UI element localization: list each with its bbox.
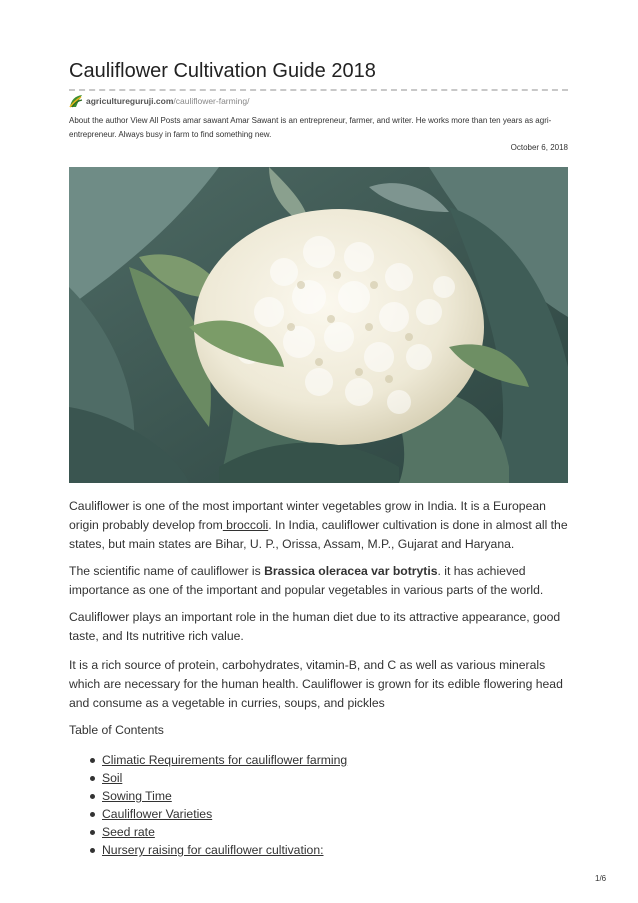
- source-line: [69, 94, 249, 108]
- toc-link-soil[interactable]: Soil: [102, 771, 123, 785]
- broccoli-link[interactable]: broccoli: [222, 518, 269, 532]
- table-of-contents: [69, 751, 347, 859]
- bullet-icon: [90, 812, 95, 817]
- toc-item-climatic: [69, 751, 347, 769]
- toc-link-varieties[interactable]: Cauliflower Varieties: [102, 807, 213, 821]
- source-domain-link[interactable]: agricultureguruji.com: [86, 96, 174, 106]
- source-path: /cauliflower-farming/: [173, 96, 250, 106]
- bullet-icon: [90, 794, 95, 799]
- cauliflower-photo: [69, 167, 568, 483]
- toc-item-sowing-time: [69, 787, 347, 805]
- toc-item-soil: [69, 769, 347, 787]
- bullet-icon: [90, 830, 95, 835]
- toc-item-nursery: [69, 841, 347, 859]
- diet-paragraph: Cauliflower plays an important role in the human diet due to its attractive appearance, good taste, and Its nutritive rich value.: [69, 610, 561, 643]
- scientific-name-paragraph: The scientific name of cauliflower is Brassica oleracea var botrytis. it has achieved importance as one of the important and popular vegetables in various parts of the world.: [69, 564, 544, 597]
- title-divider: [69, 89, 568, 91]
- site-logo-icon: [69, 94, 83, 108]
- toc-item-varieties: [69, 805, 347, 823]
- author-bio: About the author View All Posts amar sawant Amar Sawant is an entrepreneur, farmer, and writer. He works more than ten years as agri-entrepreneur. Always busy in farm to find something new.: [69, 116, 552, 139]
- page-number: 1/6: [595, 874, 607, 883]
- toc-link-seed-rate[interactable]: Seed rate: [102, 825, 155, 839]
- toc-link-climatic[interactable]: Climatic Requirements for cauliflower farming: [102, 753, 348, 767]
- bullet-icon: [90, 758, 95, 763]
- bullet-icon: [90, 776, 95, 781]
- scientific-name: Brassica oleracea var botrytis: [264, 564, 438, 578]
- toc-link-sowing-time[interactable]: Sowing Time: [102, 789, 172, 803]
- toc-link-nursery[interactable]: Nursery raising for cauliflower cultivation:: [102, 843, 324, 857]
- bullet-icon: [90, 848, 95, 853]
- page-title: Cauliflower Cultivation Guide 2018: [69, 60, 376, 82]
- nutrition-paragraph: It is a rich source of protein, carbohydrates, vitamin-B, and C as well as various minerals which are necessary for the human health. Cauliflower is grown for its edible flowering head and consume as a vegetable in curries, soups, and pickles: [69, 658, 563, 710]
- publish-date: October 6, 2018: [510, 143, 568, 152]
- toc-title: Table of Contents: [69, 723, 164, 737]
- toc-item-seed-rate: [69, 823, 347, 841]
- intro-paragraph: Cauliflower is one of the most important winter vegetables grow in India. It is a European origin probably develop from broccoli. In India, cauliflower cultivation is done in almost all the states, but main states are Bihar, U. P., Orissa, Assam, M.P., Gujarat and Haryana.: [69, 499, 568, 551]
